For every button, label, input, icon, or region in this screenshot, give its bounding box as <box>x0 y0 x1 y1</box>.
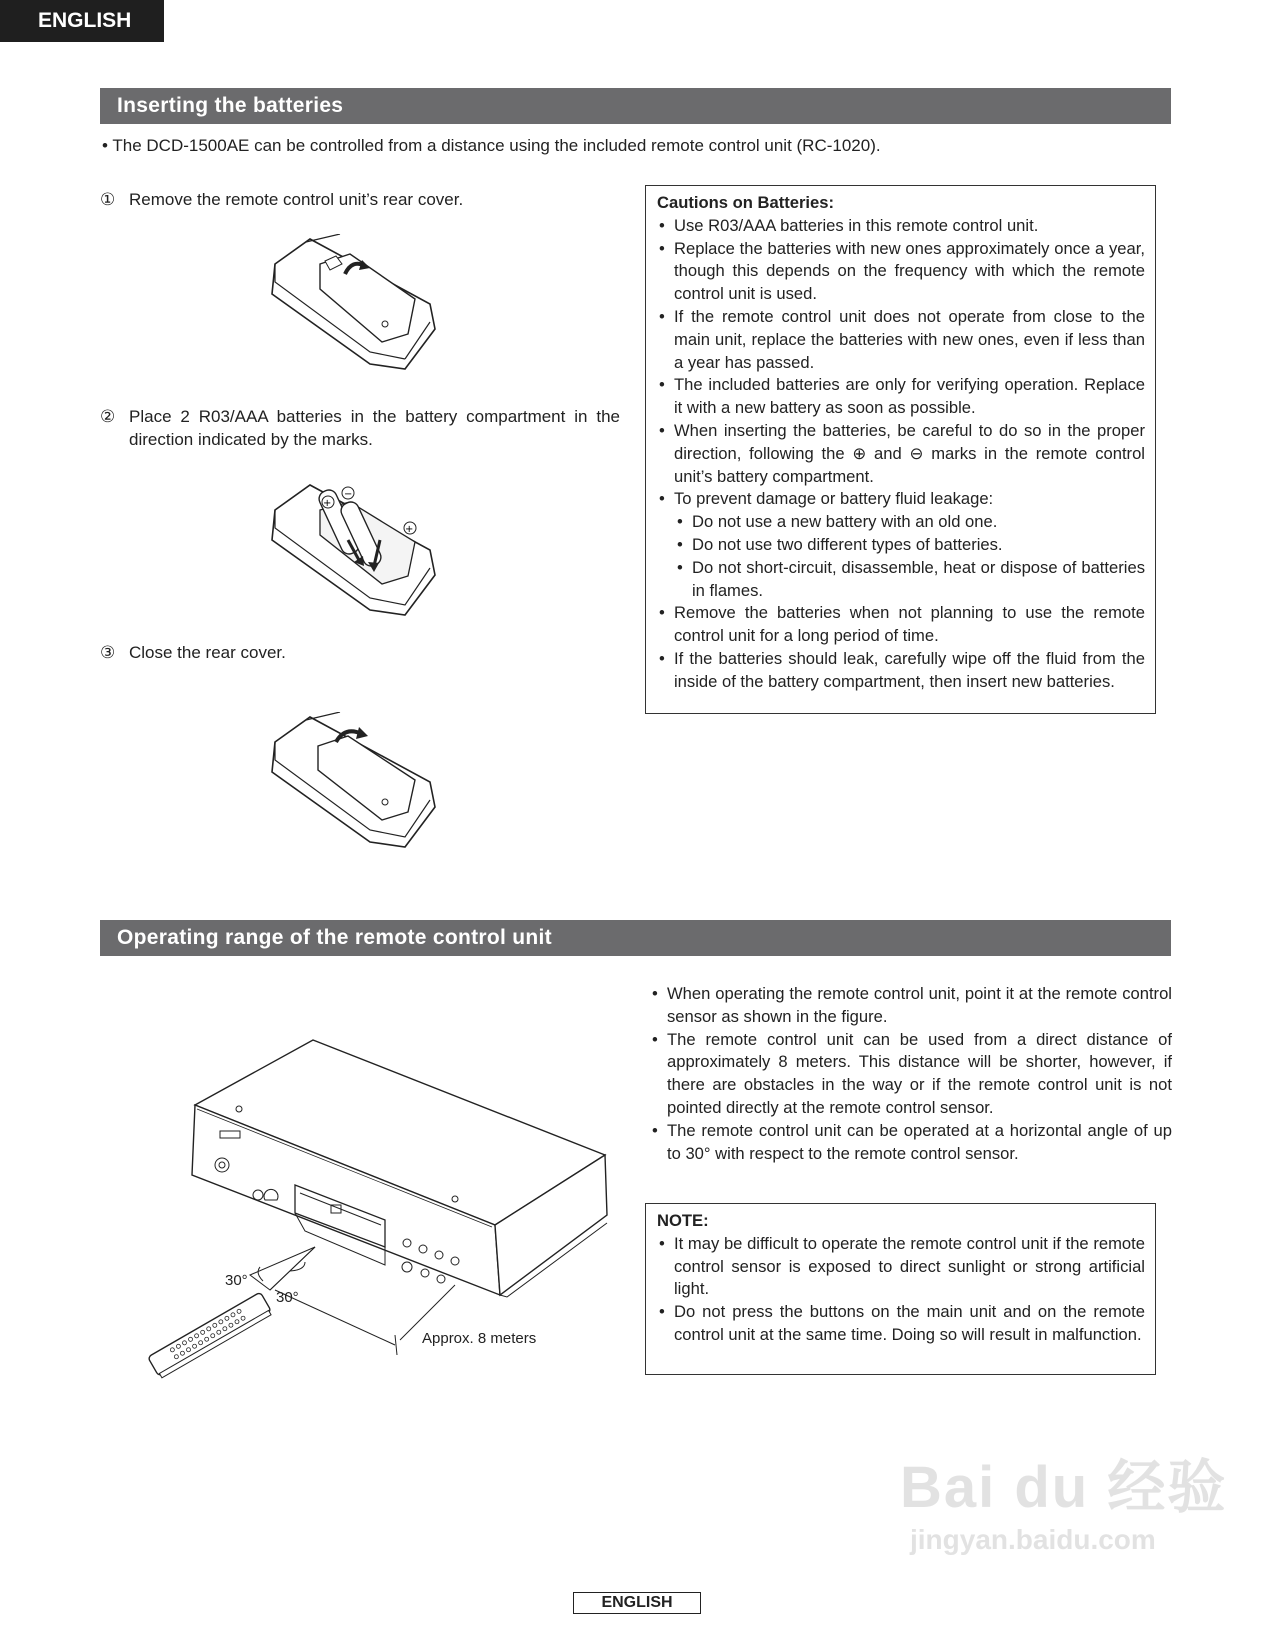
step-number: ① <box>100 190 116 209</box>
svg-text:+: + <box>323 498 332 509</box>
range-list <box>650 983 1172 1165</box>
list-item: • The included batteries are only for verifying operation. Replace it with a new battery as soon as possible. <box>657 374 1145 420</box>
note-list <box>657 1233 1145 1347</box>
step-text: Close the rear cover. <box>129 643 286 662</box>
note-box <box>645 1203 1156 1375</box>
list-item: • The remote control unit can be used from a direct distance of approximately 8 meters. This distance will be shorter, however, if there are obstacles in the way or if the remote control unit is not pointed directly at the remote control sensor. <box>650 1029 1172 1120</box>
note-heading: NOTE: <box>657 1211 709 1230</box>
list-item: • The remote control unit can be operated at a horizontal angle of up to 30° with respect to the remote control sensor. <box>650 1120 1172 1166</box>
remote-remove-cover-illustration <box>270 234 440 376</box>
list-item: • If the batteries should leak, carefully wipe off the fluid from the inside of the battery compartment, then insert new batteries. <box>657 648 1145 694</box>
cautions-box <box>645 185 1156 714</box>
list-item: • To prevent damage or battery fluid leakage: <box>657 488 1145 511</box>
footer-language-tab: ENGLISH <box>573 1592 701 1614</box>
step-3 <box>100 641 620 664</box>
list-item: • Replace the batteries with new ones approximately once a year, though this depends on the frequency with which the remote control unit is used. <box>657 238 1145 306</box>
svg-text:+: + <box>405 524 414 535</box>
list-item: • If the remote control unit does not operate from close to the main unit, replace the batteries with new ones, even if less than a year has passed. <box>657 306 1145 374</box>
angle-right-label: 30° <box>276 1289 299 1306</box>
section-title-batteries: Inserting the batteries <box>100 88 1171 124</box>
list-item: • Use R03/AAA batteries in this remote control unit. <box>657 215 1145 238</box>
list-item: • When operating the remote control unit, point it at the remote control sensor as shown in the figure. <box>650 983 1172 1029</box>
language-tab: ENGLISH <box>0 0 164 42</box>
step-number: ② <box>100 407 116 426</box>
list-item: • Do not press the buttons on the main unit and on the remote control unit at the same time. Doing so will result in malfunction. <box>657 1301 1145 1347</box>
step-text: Remove the remote control unit’s rear cover. <box>129 190 464 209</box>
step-2 <box>100 405 620 451</box>
remote-close-cover-illustration <box>270 712 440 854</box>
watermark-logo: Bai du 经验 jingyan.baidu.com <box>900 1455 1228 1555</box>
remote-insert-batteries-illustration <box>270 480 440 620</box>
operating-range-diagram <box>135 1035 610 1385</box>
list-item: • Do not use two different types of batteries. <box>657 534 1145 557</box>
angle-left-label: 30° <box>225 1272 248 1289</box>
list-item: • Do not short-circuit, disassemble, heat or dispose of batteries in flames. <box>657 557 1145 603</box>
svg-text:−: − <box>344 489 353 500</box>
list-item: • When inserting the batteries, be careful to do so in the proper direction, following the ⊕ and ⊖ marks in the remote control unit’s battery compartment. <box>657 420 1145 488</box>
list-item: • Do not use a new battery with an old one. <box>657 511 1145 534</box>
step-number: ③ <box>100 643 116 662</box>
list-item: • It may be difficult to operate the remote control unit if the remote control sensor is exposed to direct sunlight or strong artificial light. <box>657 1233 1145 1301</box>
step-1 <box>100 188 620 211</box>
cautions-list <box>657 215 1145 694</box>
cautions-heading: Cautions on Batteries: <box>657 193 835 212</box>
list-item: • Remove the batteries when not planning to use the remote control unit for a long period of time. <box>657 602 1145 648</box>
intro-text: • The DCD-1500AE can be controlled from a distance using the included remote control unit (RC-1020). <box>102 136 881 155</box>
step-text: Place 2 R03/AAA batteries in the battery compartment in the direction indicated by the marks. <box>129 407 620 449</box>
distance-label: Approx. 8 meters <box>422 1330 537 1347</box>
section-title-range: Operating range of the remote control unit <box>100 920 1171 956</box>
